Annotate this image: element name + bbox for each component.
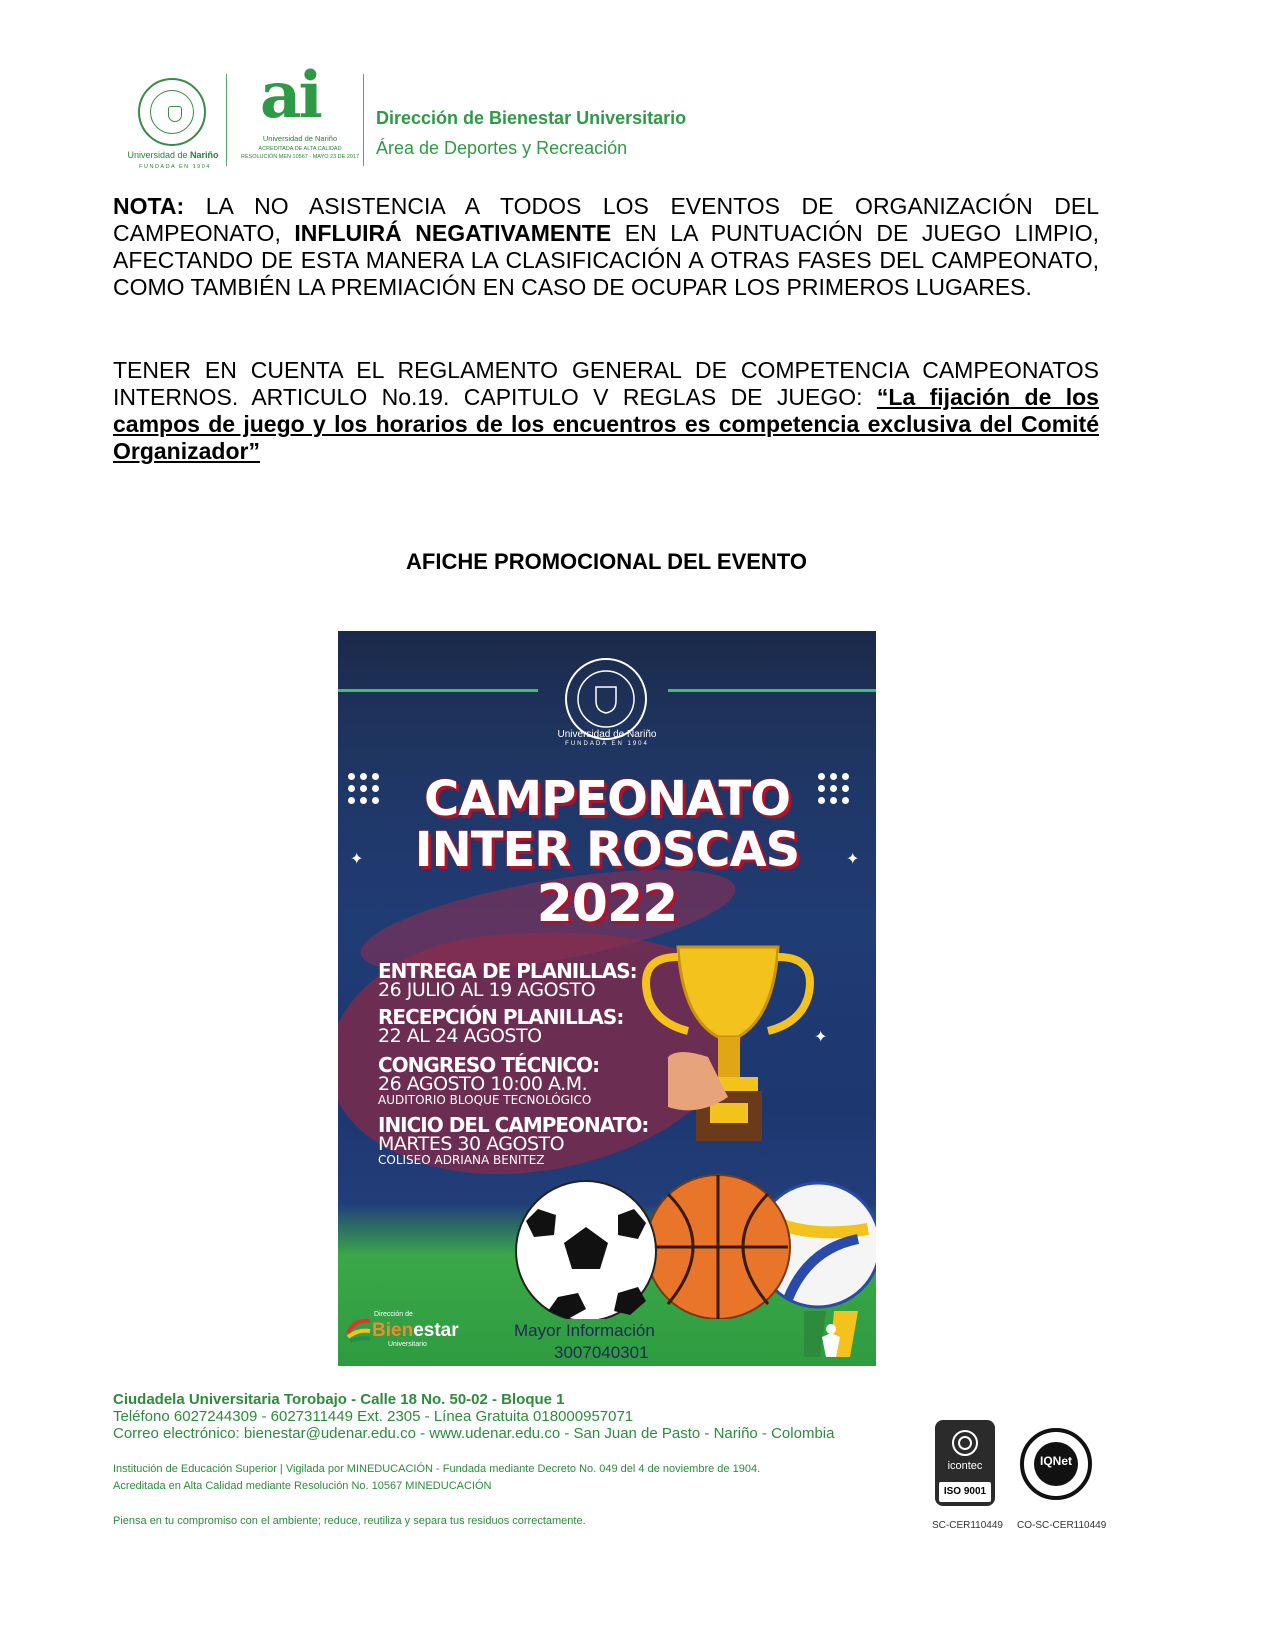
- trophy-icon: [638, 927, 818, 1177]
- poster-university: Universidad de Nariño: [557, 729, 657, 740]
- bienestar-small: Dirección de: [374, 1311, 413, 1318]
- footer-phones: Teléfono 6027244309 - 6027311449 Ext. 2305 - Línea Gratuita 018000957071: [113, 1408, 634, 1425]
- nota-part2: EN LA PUNTUACIÓN DE JUEGO LIMPIO, AFECTANDO DE ESTA MANERA LA CLASIFICACIÓN A OTRAS FASES DEL CAMPEONATO, COMO TAMBIÉN LA PREMIACIÓN EN CASO DE OCUPAR LOS PRIMEROS LUGARES.: [113, 220, 1099, 300]
- sparkle-icon: ✦: [846, 851, 860, 868]
- reglamento-paragraph: [113, 357, 1099, 465]
- ai-line1: Universidad de Nariño: [262, 134, 338, 143]
- bienestar-logo: [344, 1303, 474, 1353]
- poster-item-heading: ENTREGA DE PLANILLAS:: [378, 959, 637, 983]
- footer-legal2: Acreditada en Alta Calidad mediante Resolución No. 10567 MINEDUCACIÓN: [113, 1480, 492, 1492]
- poster-title-line2: INTER ROSCAS: [414, 822, 800, 878]
- poster-item-detail: AUDITORIO BLOQUE TECNOLÓGICO: [378, 1093, 592, 1107]
- poster-seal-icon: [551, 654, 661, 764]
- poster-item: [378, 961, 637, 1000]
- poster-item: [378, 1115, 648, 1166]
- event-poster: [338, 631, 876, 1366]
- poster-mayor-info: Mayor Información: [514, 1321, 655, 1340]
- poster-item-heading: CONGRESO TÉCNICO:: [378, 1053, 600, 1077]
- poster-item-value: 26 AGOSTO 10:00 A.M.: [378, 1073, 588, 1095]
- poster-phone: 3007040301: [554, 1343, 649, 1362]
- poster-item-value: 26 JULIO AL 19 AGOSTO: [378, 979, 596, 1001]
- poster-item-heading: RECEPCIÓN PLANILLAS:: [378, 1005, 624, 1029]
- poster-item: [378, 1055, 599, 1106]
- footer-environment: Piensa en tu compromiso con el ambiente; reduce, reutiliza y separa tus residuos correctamente.: [113, 1515, 586, 1527]
- bienestar-word: [372, 1320, 459, 1342]
- footer-legal1: Institución de Educación Superior | Vigilada por MINEDUCACIÓN - Fundada mediante Decreto No. 049 del 4 de noviembre de 1904.: [113, 1463, 761, 1475]
- ai-line2: ACREDITADA DE ALTA CALIDAD: [258, 146, 342, 152]
- reglamento-text: TENER EN CUENTA EL REGLAMENTO GENERAL DE COMPETENCIA CAMPEONATOS INTERNOS. ARTICULO No.19. CAPITULO V REGLAS DE JUEGO:: [113, 357, 1099, 410]
- footer-email: Correo electrónico: bienestar@udenar.edu.co - www.udenar.edu.co - San Juan de Pasto - Nariño - Colombia: [113, 1425, 835, 1442]
- icontec-standard: ISO 9001: [939, 1482, 991, 1502]
- sparkle-icon: ✦: [350, 851, 364, 868]
- iqnet-name: IQNet: [1039, 1454, 1072, 1468]
- poster-item-value: MARTES 30 AGOSTO: [378, 1133, 565, 1155]
- udenar-founded: FUNDADA EN 1904: [139, 164, 211, 170]
- icontec-name: icontec: [947, 1460, 983, 1472]
- nota-label: NOTA:: [113, 193, 185, 219]
- poster-stripe-left: [338, 689, 538, 692]
- department-title: Dirección de Bienestar Universitario: [376, 108, 687, 128]
- poster-title-line1: CAMPEONATO: [423, 771, 791, 827]
- icontec-badge: [935, 1420, 995, 1506]
- header-divider-2: [363, 74, 364, 166]
- bienestar-swirl-icon: [344, 1315, 374, 1345]
- department-subtitle: Área de Deportes y Recreación: [376, 138, 628, 158]
- ai-line3: RESOLUCIÓN MEN 10567 - MAYO 23 DE 2017: [240, 154, 360, 160]
- poster-item-heading: INICIO DEL CAMPEONATO:: [378, 1113, 649, 1137]
- iqnet-code: CO-SC-CER110449: [1017, 1520, 1107, 1531]
- poster-heading: AFICHE PROMOCIONAL DEL EVENTO: [406, 549, 807, 574]
- accreditation-logo: [240, 58, 360, 172]
- ai-mark: ai: [260, 58, 320, 133]
- university-seal-icon: [138, 78, 206, 146]
- footer-address: Ciudadela Universitaria Torobajo - Calle 18 No. 50-02 - Bloque 1: [113, 1391, 565, 1408]
- bienestar-sub: Universitario: [388, 1341, 427, 1348]
- nota-emphasis: INFLUIRÁ NEGATIVAMENTE: [294, 220, 612, 246]
- iqnet-badge: [1020, 1428, 1092, 1500]
- bienestar-word-a: Bien: [372, 1320, 414, 1341]
- sparkle-icon: ✦: [814, 1029, 828, 1046]
- udenar-logo: [127, 78, 220, 176]
- sports-balls-icon: [498, 1169, 876, 1319]
- poster-item-value: 22 AL 24 AGOSTO: [378, 1025, 542, 1047]
- udenar-name-prefix: Universidad de: [127, 150, 191, 160]
- bienestar-word-b: estar: [413, 1320, 459, 1341]
- poster-year: 2022: [536, 874, 678, 934]
- poster-stripe-right: [668, 689, 876, 692]
- poster-item: [378, 1007, 623, 1046]
- nota-paragraph: [113, 193, 1099, 301]
- poster-founded: FUNDADA EN 1904: [565, 741, 649, 747]
- udenar-name-bold: Nariño: [190, 150, 219, 160]
- header-divider: [226, 74, 227, 166]
- poster-item-detail: COLISEO ADRIANA BENITEZ: [378, 1153, 545, 1167]
- deportes-logo-icon: [800, 1307, 862, 1361]
- icontec-code: SC-CER110449: [932, 1520, 1003, 1531]
- nota-part1: LA NO ASISTENCIA A TODOS LOS EVENTOS DE ORGANIZACIÓN DEL CAMPEONATO,: [113, 193, 1099, 246]
- reglamento-quote: “La fijación de los campos de juego y los horarios de los encuentros es competencia exclusiva del Comité Organizador”: [113, 384, 1099, 464]
